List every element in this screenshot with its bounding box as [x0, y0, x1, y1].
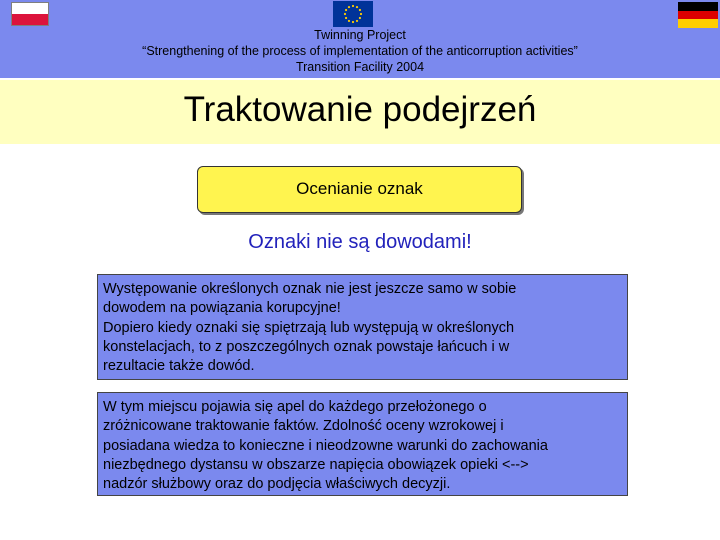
paragraph-line: zróżnicowane traktowanie faktów. Zdolność oceny wzrokowej i	[103, 418, 504, 435]
assessment-box: Ocenianie oznak	[197, 166, 522, 213]
paragraph-line: nadzór służbowy oraz do podjęcia właściwych decyzji.	[103, 476, 451, 493]
eu-star-icon	[345, 9, 347, 11]
eu-star-icon	[352, 21, 354, 23]
eu-star-icon	[352, 5, 354, 7]
paragraph-line: rezultacie także dowód.	[103, 358, 255, 375]
project-name: Twinning Project	[314, 28, 406, 42]
eu-star-icon	[345, 17, 347, 19]
project-header-text	[0, 27, 720, 75]
paragraph-signs-not-evidence	[97, 274, 628, 380]
paragraph-line: konstelacjach, to z poszczególnych oznak powstaje łańcuch i w	[103, 338, 510, 355]
paragraph-line: W tym miejscu pojawia się apel do każdego przełożonego o	[103, 399, 487, 415]
paragraph-line: posiadana wiedza to konieczne i nieodzowne warunki do zachowania	[103, 437, 548, 454]
poland-flag-icon	[11, 2, 49, 26]
paragraph-line: Występowanie określonych oznak nie jest jeszcze samo w sobie	[103, 281, 517, 297]
eu-star-icon	[359, 9, 361, 11]
headline: Oznaki nie są dowodami!	[248, 231, 472, 253]
germany-flag-icon	[678, 2, 718, 28]
slide-title: Traktowanie podejrzeń	[183, 90, 537, 129]
eu-star-icon	[348, 20, 350, 22]
eu-star-icon	[360, 13, 362, 15]
eu-flag-icon	[333, 1, 373, 27]
paragraph-line: Dopiero kiedy oznaki się spiętrzają lub występują w określonych	[103, 319, 515, 336]
eu-star-icon	[356, 6, 358, 8]
project-description: “Strengthening of the process of implementation of the anticorruption activities”	[142, 44, 578, 58]
eu-star-icon	[344, 13, 346, 15]
paragraph-line: dowodem na powiązania korupcyjne!	[103, 300, 341, 317]
project-facility: Transition Facility 2004	[295, 60, 425, 74]
eu-star-icon	[356, 20, 358, 22]
paragraph-line: niezbędnego dystansu w obszarze napięcia obowiązek opieki <-->	[103, 456, 529, 473]
eu-star-icon	[348, 6, 350, 8]
paragraph-supervisor-appeal	[97, 392, 628, 496]
eu-star-icon	[359, 17, 361, 19]
